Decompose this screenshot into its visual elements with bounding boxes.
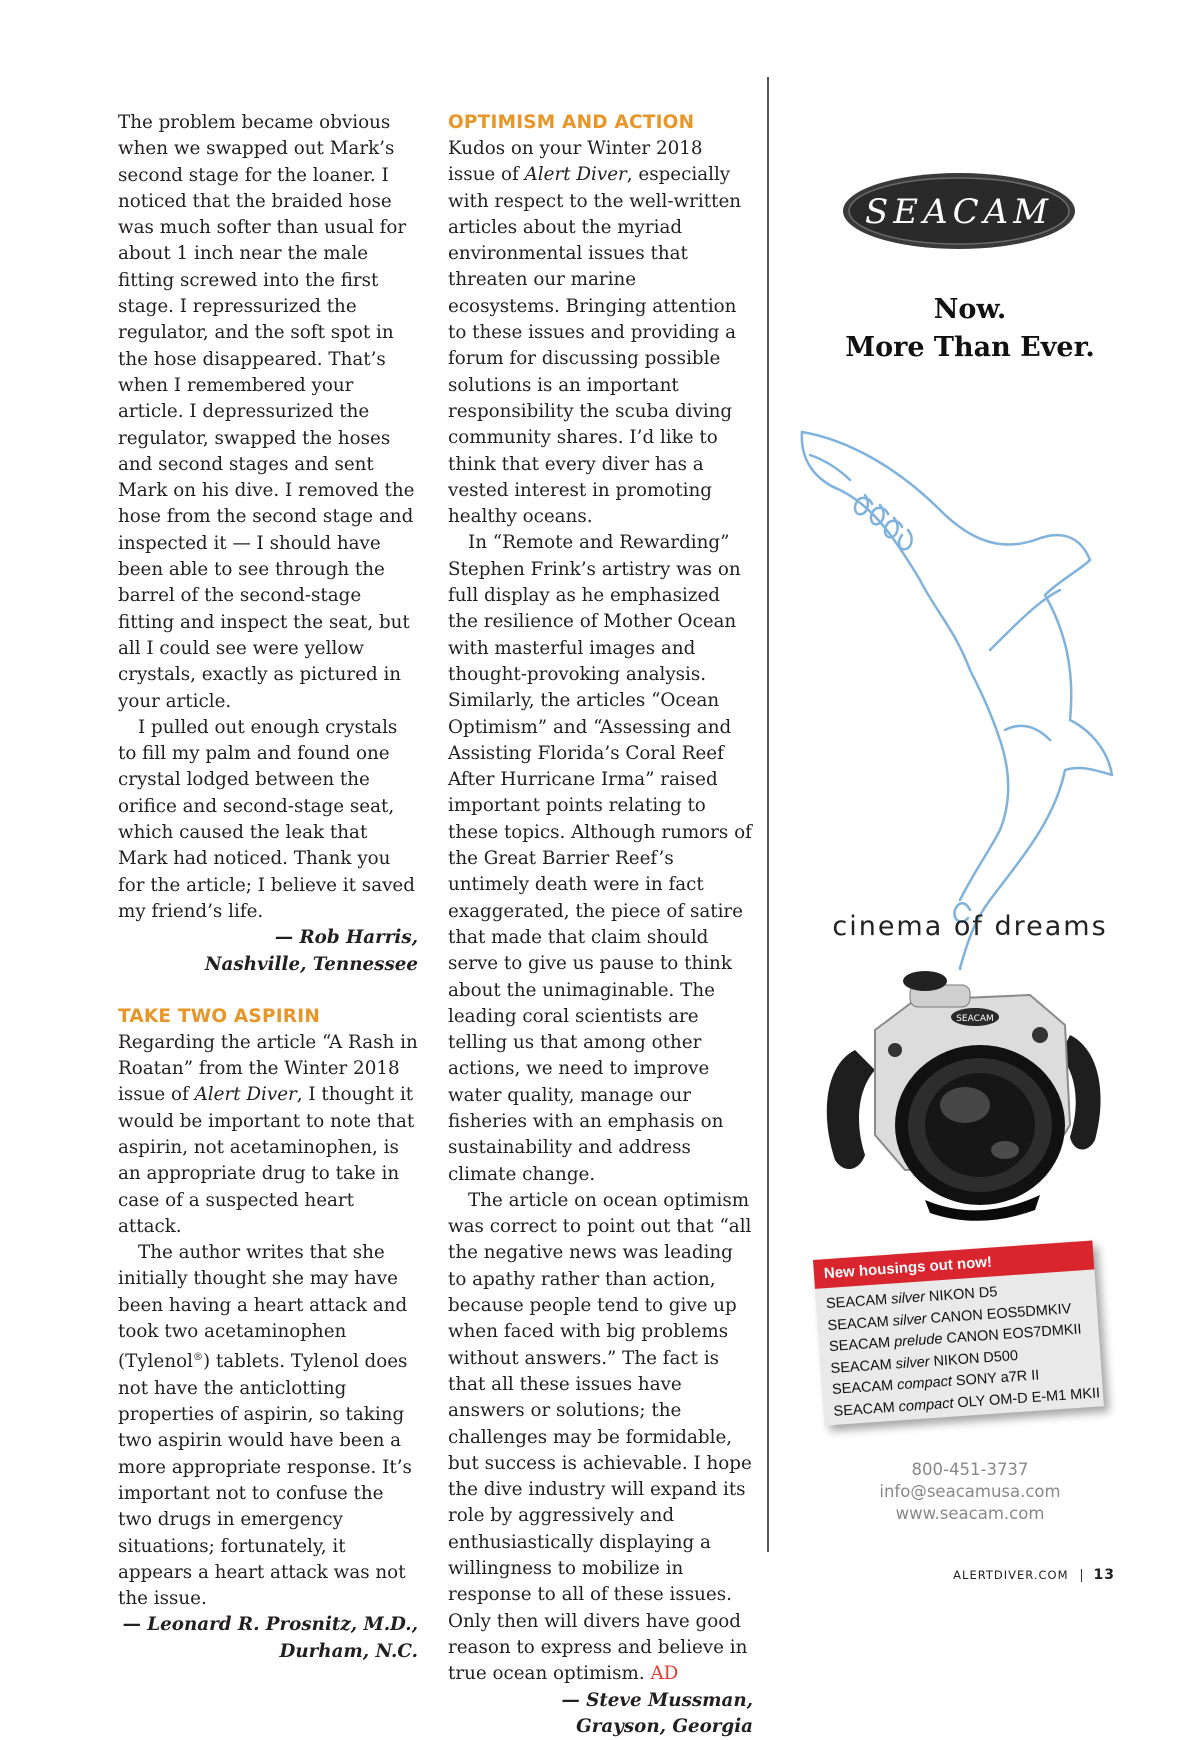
seacam-logo xyxy=(840,170,1078,252)
letter-paragraph: The article on ocean optimism was correct to point out that “all the negative news was leading to apathy rather than action, because people tend to give up when faced with big problems without answers.” The fact is that all these issues have answers or solutions; the challenges may be formidable, but success is achievable. I hope the dive industry will expand its role by aggressively and enthusiastically displaying a willingness to mobilize in response to all of these issues. Only then will divers have good reason to express and believe in true ocean optimism. AD xyxy=(448,1189,752,1685)
letter-paragraph: I pulled out enough crystals to fill my palm and found one crystal lodged between the orifice and second-stage seat, which caused the leak that Mark had noticed. Thank you for the article; I believe it saved my friend’s life. xyxy=(118,716,415,922)
letter-paragraph: Regarding the article “A Rash in Roatan” from the Winter 2018 issue of Alert Diver, I thought it would be important to note that aspirin, not acetaminophen, is an appropriate drug to take in case of a suspected heart attack. xyxy=(118,1031,418,1237)
new-housings-card xyxy=(813,1240,1104,1425)
housing-item: SEACAM silver CANON EOS5DMKIV xyxy=(827,1300,1072,1334)
end-mark: AD xyxy=(650,1663,679,1685)
letter-paragraph: Kudos on your Winter 2018 issue of Alert Diver, especially with respect to the well-written articles about the myriad environmental issues that threaten our marine ecosystems. Bringing attention to these issues and providing a forum for discussing possible solutions is an important responsibility the scuba diving community shares. I’d like to think that every diver has a vested interest in promoting healthy oceans. xyxy=(448,138,742,528)
seacam-logo-text: SEACAM xyxy=(864,192,1054,232)
letter-heading-aspirin: TAKE TWO ASPIRIN xyxy=(118,1005,321,1027)
letter-signature-place: Grayson, Georgia xyxy=(576,1715,753,1737)
ad-slogan: cinema of dreams xyxy=(832,911,1108,942)
letter-paragraph: In “Remote and Rewarding” Stephen Frink’s artistry was on full display as he emphasized the resilience of Mother Ocean with masterful images and thought-provoking analysis. Similarly, the articles “Ocean Optimism” and “Assessing and Assisting Florida’s Coral Reef After Hurricane Irma” raised important points relating to these topics. Although rumors of the Great Barrier Reef’s untimely death were in fact exaggerated, the piece of satire that made that claim should serve to give us pause to think about the unimaginable. The leading coral scientists are telling us that among other actions, we need to improve water quality, manage our fisheries with an emphasis on sustainability and address climate change. xyxy=(448,532,752,1185)
ad-website[interactable]: www.seacam.com xyxy=(895,1504,1045,1523)
page-number: 13 xyxy=(1093,1567,1115,1583)
letter-paragraph: The author writes that she initially thought she may have been having a heart attack and took two acetaminophen (Tylenol®) tablets. Tylenol does not have the anticlotting properties of aspirin, so taking two aspirin would have been a more appropriate response. It’s important not to confuse the two drugs in emergency situations; fortunately, it appears a heart attack was not the issue. xyxy=(118,1242,412,1610)
card-title: New housings out now! xyxy=(813,1240,1094,1288)
ad-tagline: More Than Ever. xyxy=(845,332,1095,363)
ad-email[interactable]: info@seacamusa.com xyxy=(879,1482,1061,1501)
housing-list xyxy=(815,1269,1104,1429)
letter-signature-name: — Leonard R. Prosnitz, M.D., xyxy=(122,1614,418,1636)
registered-mark: ® xyxy=(192,1352,203,1364)
letter-signature-place: Nashville, Tennessee xyxy=(204,953,418,975)
ad-phone: 800-451-3737 xyxy=(911,1460,1029,1479)
letter-signature-place: Durham, N.C. xyxy=(279,1640,418,1662)
letter-paragraph: The problem became obvious when we swapped out Mark’s second stage for the loaner. I noticed that the braided hose was much softer than usual for about 1 inch near the male fitting screwed into the first stage. I repressurized the regulator, and the soft spot in the hose disappeared. That’s when I remembered your article. I depressurized the regulator, swapped the hoses and second stages and sent Mark on his dive. I removed the hose from the second stage and inspected it — I should have been able to see through the barrel of the second-stage fitting and inspect the seat, but all I could see were yellow crystals, exactly as pictured in your article. xyxy=(118,112,415,712)
housing-item: SEACAM silver NIKON D500 xyxy=(830,1347,1019,1377)
housing-item: SEACAM silver NIKON D5 xyxy=(825,1284,998,1313)
letter-signature-name: — Rob Harris, xyxy=(274,927,418,949)
camera-housing-image xyxy=(815,955,1115,1230)
letters-column-left xyxy=(118,110,418,1665)
housing-item: SEACAM compact SONY a7R II xyxy=(831,1367,1040,1398)
ad-tagline: Now. xyxy=(933,294,1007,325)
column-divider xyxy=(767,77,769,1552)
letter-heading-optimism: OPTIMISM AND ACTION xyxy=(448,112,695,133)
letters-column-middle xyxy=(448,110,753,1740)
housing-item: SEACAM compact OLY OM-D E-M1 MKII xyxy=(833,1384,1101,1420)
footer-separator xyxy=(1081,1569,1082,1582)
footer-site[interactable]: ALERTDIVER.COM xyxy=(953,1568,1069,1582)
magazine-title: Alert Diver xyxy=(194,1084,297,1106)
housing-item: SEACAM prelude CANON EOS7DMKII xyxy=(828,1321,1083,1356)
camera-badge-text: SEACAM xyxy=(956,1014,994,1024)
page-footer xyxy=(953,1567,1115,1583)
letter-signature-name: — Steve Mussman, xyxy=(561,1689,753,1711)
magazine-title: Alert Diver xyxy=(524,164,627,186)
shark-line-drawing xyxy=(790,430,1120,970)
